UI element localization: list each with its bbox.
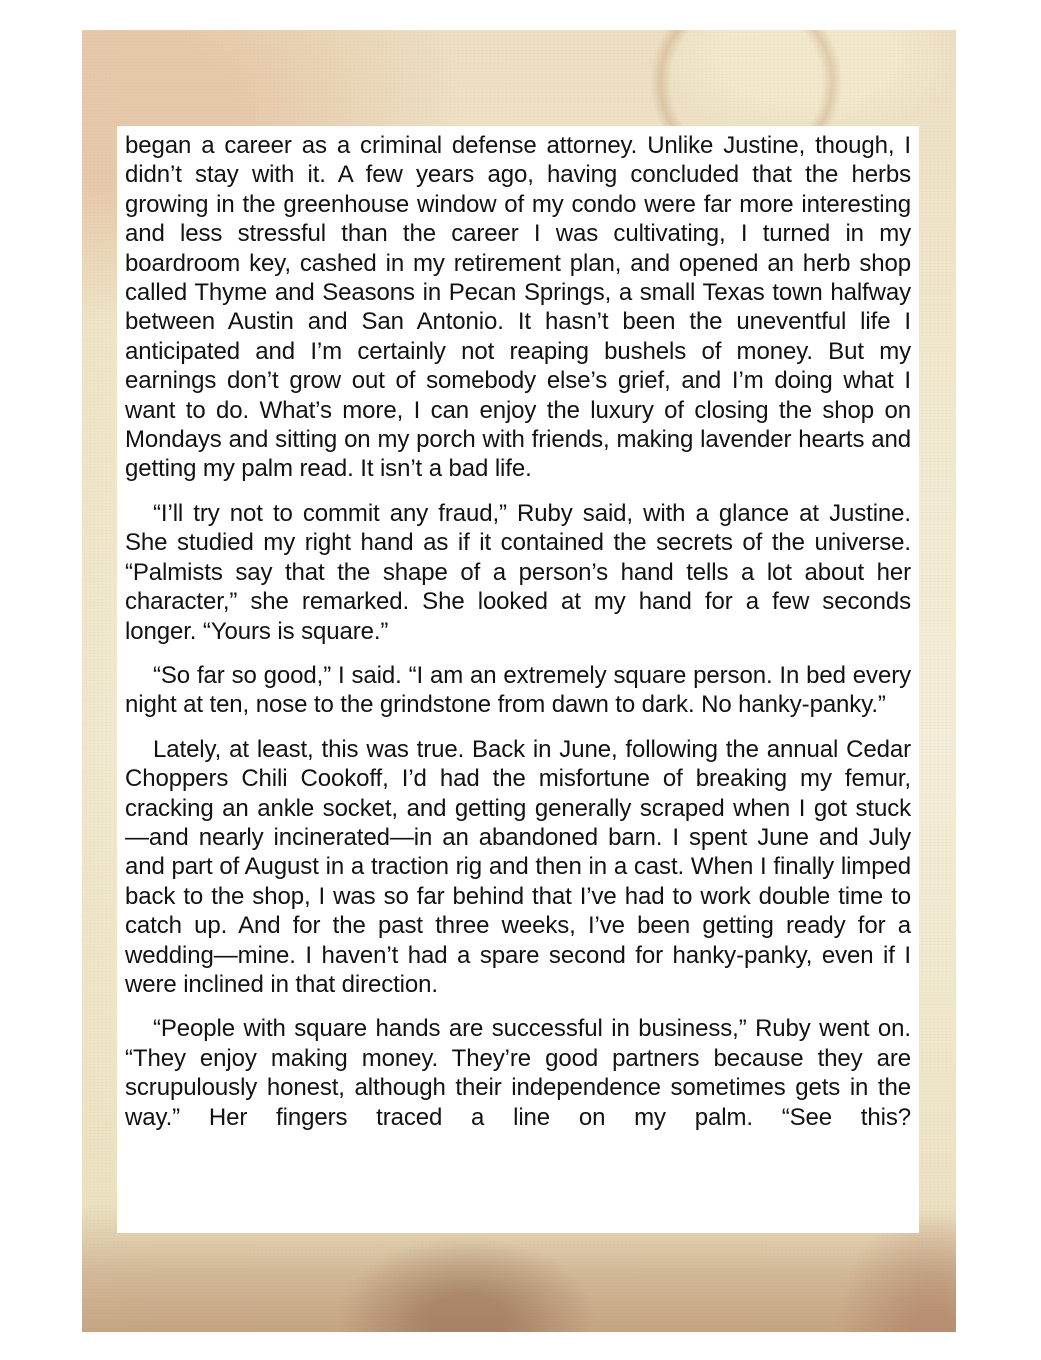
paragraph-4: Lately, at least, this was true. Back in June, following the annual Cedar Choppers Chili Cookoff, I’d had the misfortune of breaking my femur, cracking an ankle socket, and getting generally scraped when I got stuck—and nearly incinerated—in an abandoned barn. I spent June and July and part of August in a traction rig and then in a cast. When I finally limped back to the shop, I was so far behind that I’ve had to work double time to catch up. And for the past three weeks, I’ve been getting ready for a wedding—mine. I haven’t had a spare second for hanky-panky, even if I were inclined in that direction. [125,735,911,998]
paragraph-5: “People with square hands are successful in business,” Ruby went on. “They enjoy making money. They’re good partners because they are scrupulously honest, although their independence sometimes gets in the way.” Her fingers traced a line on my palm. “See this? [125,1015,911,1131]
parchment-page [82,30,956,1332]
paragraph-1: began a career as a criminal defense attorney. Unlike Justine, though, I didn’t stay with it. A few years ago, having concluded that the herbs growing in the greenhouse window of my condo were far more interesting and less stressful than the career I was cultivating, I turned in my boardroom key, cashed in my retirement plan, and opened an herb shop called Thyme and Seasons in Pecan Springs, a small Texas town halfway between Austin and San Antonio. It hasn’t been the uneventful life I anticipated and I’m certainly not reaping bushels of money. But my earnings don’t grow out of somebody else’s grief, and I’m doing what I want to do. What’s more, I can enjoy the luxury of closing the shop on Mondays and sitting on my porch with friends, making lavender hearts and getting my palm read. It isn’t a bad life. [125,132,911,483]
paragraph-3: “So far so good,” I said. “I am an extremely square person. In bed every night at ten, nose to the grindstone from dawn to dark. No hanky-panky.” [125,661,911,719]
page-text-area [117,126,919,1233]
paragraph-2: “I’ll try not to commit any fraud,” Ruby said, with a glance at Justine. She studied my right hand as if it contained the secrets of the universe. “Palmists say that the shape of a person’s hand tells a lot about her character,” she remarked. She looked at my hand for a few seconds longer. “Yours is square.” [125,499,911,645]
